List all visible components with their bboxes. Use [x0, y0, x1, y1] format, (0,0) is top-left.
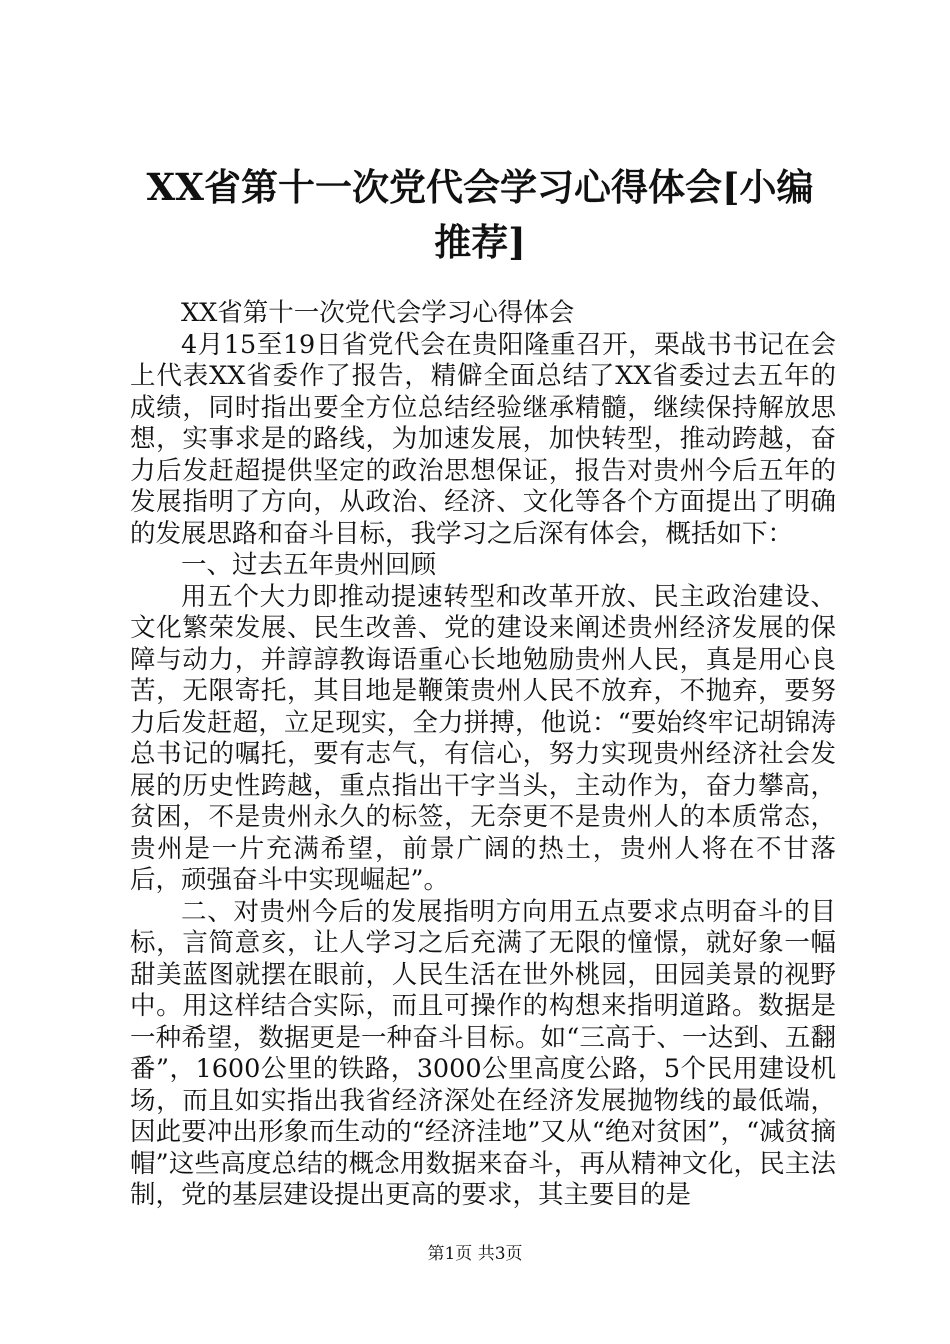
body-paragraph: 用五个大力即推动提速转型和改革开放、民主政治建设、文化繁荣发展、民生改善、党的建设来阐述贵州经济发展的保障与动力，并諄諄教诲语重心长地勉励贵州人民，真是用心良苦，无限寄托，其目地是鞭策贵州人民不放弃，不抛弃，要努力后发赶超，立足现实，全力拼搏，他说：“要始终牢记胡锦涛总书记的嘱托，要有志气，有信心，努力实现贵州经济社会发展的历史性跨越，重点指出干字当头，主动作为，奋力攀高，贫困，不是贵州永久的标签，无奈更不是贵州人的本质常态，贵州是一片充满希望，前景广阔的热土，贵州人将在不甘落后，顽强奋斗中实现崛起”。 [130, 581, 836, 895]
body-paragraph: 4月15至19日省党代会在贵阳隆重召开，栗战书书记在会上代表XX省委作了报告，精僻全面总结了XX省委过去五年的成绩，同时指出要全方位总结经验继承精髓，继续保持解放思想，实事求是的路线，为加速发展，加快转型，推动跨越，奋力后发赶超提供坚定的政治思想保证，报告对贵州今后五年的发展指明了方向，从政治、经济、文化等各个方面提出了明确的发展思路和奋斗目标，我学习之后深有体会，概括如下： [130, 329, 836, 549]
document-title: XX省第十一次党代会学习心得体会[小编推荐] [146, 165, 814, 264]
document-body [130, 298, 836, 1212]
section-heading: 一、过去五年贵州回顾 [181, 550, 437, 580]
body-paragraph: XX省第十一次党代会学习心得体会 [181, 298, 575, 328]
body-paragraph: 二、对贵州今后的发展指明方向用五点要求点明奋斗的目标，言简意亥，让人学习之后充满了无限的憧憬，就好象一幅甜美蓝图就摆在眼前，人民生活在世外桃园，田园美景的视野中。用这样结合实际，而且可操作的构想来指明道路。数据是一种希望，数据更是一种奋斗目标。如“三高于、一达到、五翻番”，1600公里的铁路，3000公里高度公路，5个民用建设机场，而且如实指出我省经济深处在经济发展抛物线的最低端，因此要冲出形象而生动的“经济洼地”又从“绝对贫困”，“减贫摘帽”这些高度总结的概念用数据来奋斗，再从精神文化，民主法制，党的基层建设提出更高的要求，其主要目的是 [130, 896, 836, 1210]
page-footer: 第1页 共3页 [427, 1244, 523, 1264]
